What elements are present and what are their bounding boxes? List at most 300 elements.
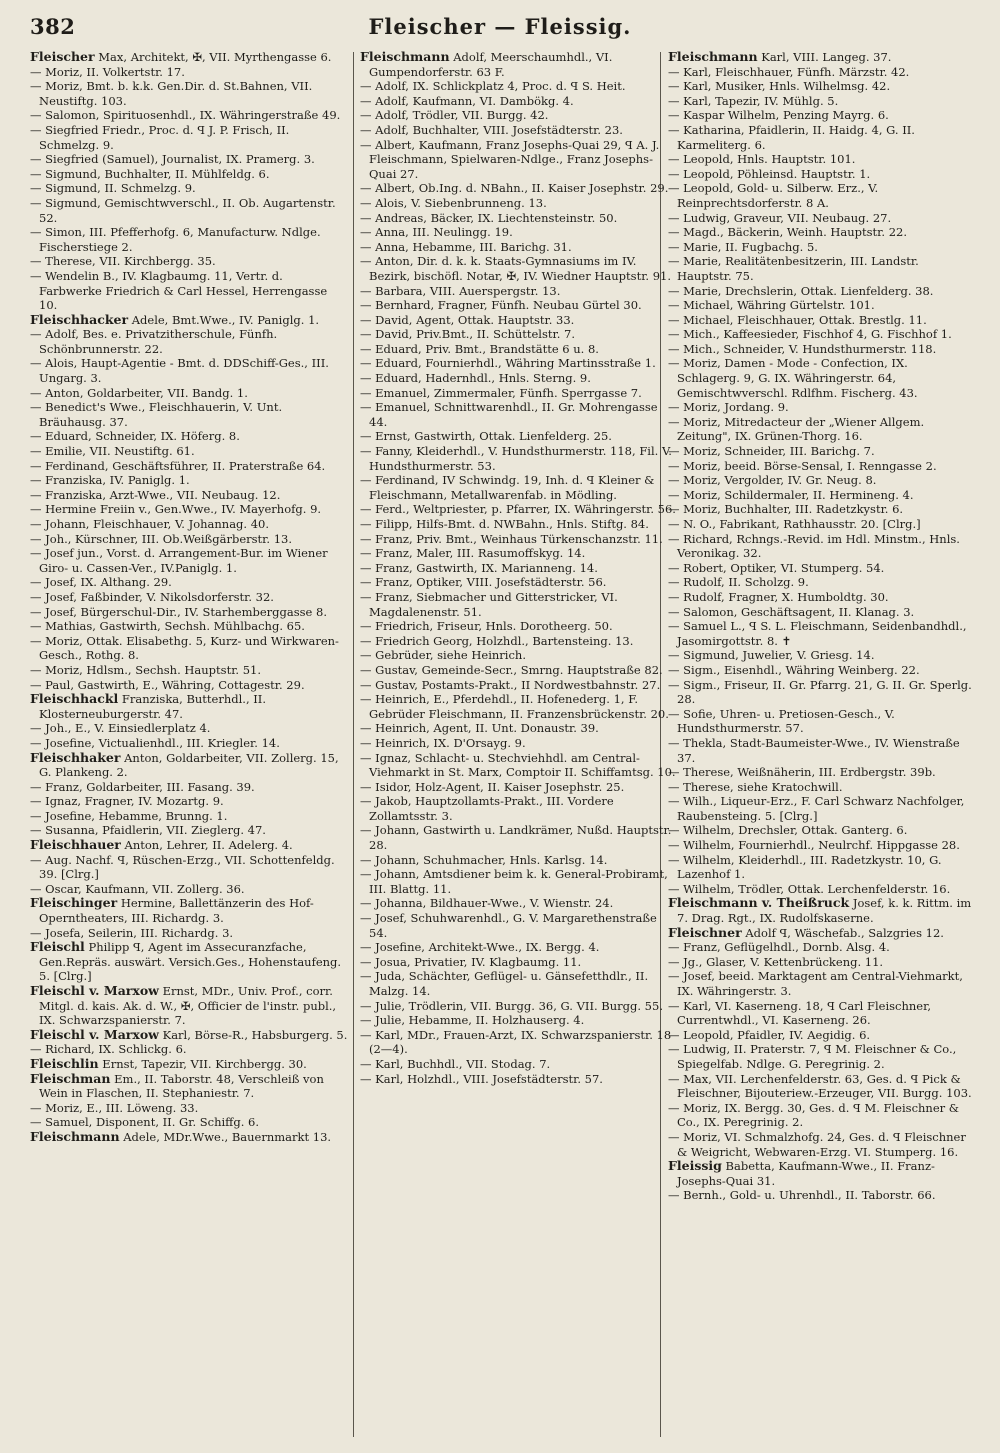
directory-entry <box>30 780 348 795</box>
surname-heading: Fleischinger <box>30 895 118 911</box>
entry-text: — Ignaz, Fragner, IV. Mozartg. 9. <box>30 794 224 809</box>
directory-entry <box>360 969 678 998</box>
entry-text: Anton, Goldarbeiter, VII. Zollerg. 15, G. Plankeng. 2. <box>39 750 339 780</box>
entry-text: — Anton, Dir. d. k. k. Staats-Gymnasiums im IV. Bezirk, bischöfl. Notar, ✠, IV. Wiedner Hauptstr. 91. <box>360 254 672 283</box>
entry-text: — Eduard, Schneider, IX. Höferg. 8. <box>30 429 240 444</box>
entry-text: Adele, MDr.Wwe., Bauernmarkt 13. <box>119 1129 332 1144</box>
directory-entry <box>30 488 348 503</box>
directory-entry <box>360 867 678 896</box>
directory-entry <box>30 196 348 225</box>
entry-text: Philipp ꟼ, Agent im Assecuranzfache, Gen.Repräs. auswärt. Versich.Ges., Hohenstaufeng. 5. [Clrg.] <box>39 940 342 984</box>
entry-text: — Fanny, Kleiderhdl., V. Hundsthurmerstr. 118, Fil. V. Hundsthurmerstr. 53. <box>360 444 672 473</box>
entry-text: — Ferdinand, Geschäftsführer, II. Praterstraße 64. <box>30 458 326 473</box>
entry-text: — Eduard, Fournierhdl., Währing Martinsstraße 1. <box>360 356 656 371</box>
directory-entry <box>360 619 678 634</box>
entry-text: — Leopold, Pöhleinsd. Hauptstr. 1. <box>668 166 871 181</box>
entry-text: — Gustav, Postamts-Prakt., II Nordwestbahnstr. 27. <box>360 677 661 692</box>
directory-entry <box>668 736 973 765</box>
surname-heading: Fleischl <box>30 939 85 955</box>
entry-text: — Johanna, Bildhauer-Wwe., V. Wienstr. 24. <box>360 896 614 911</box>
entry-text: — Alois, Haupt-Agentie - Bmt. d. DDSchiff-Ges., III. Ungarg. 3. <box>30 356 329 386</box>
entry-text: Ernst, Tapezir, VII. Kirchbergg. 30. <box>98 1056 307 1071</box>
directory-entry <box>360 517 678 532</box>
entry-text: — Wilh., Liqueur-Erz., F. Carl Schwarz Nachfolger, Raubensteing. 5. [Clrg.] <box>668 794 965 823</box>
entry-text: — Jakob, Hauptzollamts-Prakt., III. Vordere Zollamtsstr. 3. <box>360 794 614 823</box>
directory-entry <box>668 955 973 970</box>
entry-text: — Filipp, Hilfs-Bmt. d. NWBahn., Hnls. Stiftg. 84. <box>360 517 649 531</box>
entry-text: — Josef, beeid. Marktagent am Central-Viehmarkt, IX. Währingerstr. 3. <box>668 969 963 998</box>
directory-entry <box>668 298 973 313</box>
directory-entry <box>360 94 678 109</box>
directory-entry <box>360 1072 678 1087</box>
entry-text: — Anna, Hebamme, III. Barichg. 31. <box>360 239 572 254</box>
directory-entry <box>30 473 348 488</box>
entry-text: — Wilhelm, Drechsler, Ottak. Ganterg. 6. <box>668 823 908 838</box>
directory-entry <box>30 327 348 356</box>
entry-text: — Sigmund, Juwelier, V. Griesg. 14. <box>668 648 875 663</box>
surname-heading: Fleischl v. Marxow <box>30 983 159 998</box>
entry-text: — Karl, Musiker, Hnls. Wilhelmsg. 42. <box>668 79 891 94</box>
directory-entry <box>30 721 348 736</box>
directory-entry <box>360 590 678 619</box>
entry-text: — Emanuel, Schnittwarenhdl., II. Gr. Mohrengasse 44. <box>360 400 658 429</box>
surname-heading: Fleischl v. Marxow <box>30 1026 159 1042</box>
directory-entry <box>360 371 678 386</box>
directory-entry <box>668 94 973 109</box>
directory-entry <box>668 765 973 780</box>
entry-text: — Paul, Gastwirth, E., Währing, Cottagestr. 29. <box>30 677 305 692</box>
entry-text: — Marie, II. Fugbachg. 5. <box>668 239 818 254</box>
directory-entry <box>668 517 973 532</box>
directory-entry <box>360 663 678 678</box>
directory-entry <box>668 940 973 955</box>
directory-entry <box>360 400 678 429</box>
directory-entry <box>30 1028 348 1043</box>
entry-text: — Josefine, Hebamme, Brunng. 1. <box>30 808 228 823</box>
directory-entry <box>360 327 678 342</box>
entry-text: — Ernst, Gastwirth, Ottak. Lienfelderg. 25. <box>360 429 612 444</box>
directory-entry <box>30 590 348 605</box>
page-header <box>0 0 1000 48</box>
entry-text: — Leopold, Hnls. Hauptstr. 101. <box>668 152 856 167</box>
entry-text: — Andreas, Bäcker, IX. Liechtensteinstr. 50. <box>360 210 618 225</box>
directory-entry <box>668 999 973 1028</box>
directory-entry <box>30 79 348 108</box>
directory-entry <box>30 619 348 634</box>
directory-entry <box>360 313 678 328</box>
directory-entry <box>360 444 678 473</box>
entry-text: — Richard, IX. Schlickg. 6. <box>30 1042 187 1057</box>
directory-entry <box>668 342 973 357</box>
directory-entry <box>668 575 973 590</box>
directory-entry <box>360 298 678 313</box>
entry-text: — Michael, Währing Gürtelstr. 101. <box>668 298 875 313</box>
entry-text: — Julie, Hebamme, II. Holzhauserg. 4. <box>360 1013 585 1028</box>
directory-entry <box>668 167 973 182</box>
entry-text: — Moriz, Jordang. 9. <box>668 400 789 415</box>
directory-entry <box>668 327 973 342</box>
entry-text: — Robert, Optiker, VI. Stumperg. 54. <box>668 560 885 575</box>
entry-text: — Oscar, Kaufmann, VII. Zollerg. 36. <box>30 881 245 896</box>
entry-text: — Marie, Realitätenbesitzerin, III. Landstr. Hauptstr. 75. <box>668 254 919 283</box>
directory-entry <box>360 999 678 1014</box>
entry-text: — Julie, Trödlerin, VII. Burgg. 36, G. VII. Burgg. 55. <box>360 998 663 1013</box>
entry-text: Anton, Lehrer, II. Adelerg. 4. <box>120 838 293 853</box>
directory-entry <box>668 459 973 474</box>
entry-text: — Sigmund, II. Schmelzg. 9. <box>30 181 196 196</box>
directory-entry <box>668 561 973 576</box>
directory-entry <box>668 444 973 459</box>
directory-entry <box>668 79 973 94</box>
directory-entry <box>360 823 678 852</box>
directory-entry <box>360 940 678 955</box>
entry-text: — Siegfried (Samuel), Journalist, IX. Pramerg. 3. <box>30 152 315 167</box>
directory-entry <box>30 605 348 620</box>
entry-text: — Ignaz, Schlacht- u. Stechviehhdl. am Central-Viehmarkt in St. Marx, Comptoir II. Schiffamtsg. 10. <box>360 750 676 780</box>
directory-entry <box>668 473 973 488</box>
entry-text: — N. O., Fabrikant, Rathhausstr. 20. [Clrg.] <box>668 517 921 531</box>
directory-entry <box>360 911 678 940</box>
entry-text: — Ludwig, II. Praterstr. 7, ꟼ M. Fleischner & Co., Spiegelfab. Ndlge. G. Peregrinig. 2. <box>668 1042 957 1071</box>
entry-text: — Moriz, Vergolder, IV. Gr. Neug. 8. <box>668 473 877 488</box>
directory-entry <box>360 386 678 401</box>
entry-text: — Albert, Kaufmann, Franz Josephs-Quai 29, ꟼ A. J. Fleischmann, Spielwaren-Ndlge., Franz Josephs-Quai 27. <box>360 137 660 181</box>
entry-text: — David, Agent, Ottak. Hauptstr. 33. <box>360 312 575 327</box>
entry-text: — Leopold, Gold- u. Silberw. Erz., V. Reinprechtsdorferstr. 8 A. <box>668 181 879 210</box>
entry-text: — Josua, Privatier, IV. Klagbaumg. 11. <box>360 954 582 969</box>
directory-entry <box>30 167 348 182</box>
directory-entry <box>668 780 973 795</box>
entry-text: — Moriz, IX. Bergg. 30, Ges. d. ꟼ M. Fleischner & Co., IX. Peregrinig. 2. <box>668 1100 960 1130</box>
entry-text: — Benedict's Wwe., Fleischhauerin, V. Unt. Bräuhausg. 37. <box>30 400 283 429</box>
directory-entry <box>30 678 348 693</box>
directory-entry <box>30 123 348 152</box>
entry-text: — Sigm., Friseur, II. Gr. Pfarrg. 21, G. II. Gr. Sperlg. 28. <box>668 677 972 707</box>
entry-text: — Adolf, Kaufmann, VI. Dambökg. 4. <box>360 93 574 108</box>
directory-entry <box>360 692 678 721</box>
entry-text: Em., II. Taborstr. 48, Verschleiß von Wein in Flaschen, II. Stephaniestr. 7. <box>39 1071 324 1101</box>
directory-entry <box>668 882 973 897</box>
directory-entry <box>668 1072 973 1101</box>
entry-text: Adolf ꟼ, Wäschefab., Salzgries 12. <box>741 925 944 940</box>
directory-entry <box>668 605 973 620</box>
entry-text: — Ferd., Weltpriester, p. Pfarrer, IX. Währingerstr. 56. <box>360 502 676 517</box>
column-divider <box>353 52 354 1437</box>
entry-text: — Joh., E., V. Einsiedlerplatz 4. <box>30 721 211 736</box>
entry-text: — Karl, Tapezir, IV. Mühlg. 5. <box>668 93 839 108</box>
entry-text: — Sigmund, Gemischtwverschl., II. Ob. Augartenstr. 52. <box>30 195 336 225</box>
directory-entry <box>30 50 348 65</box>
entry-text: — Johann, Amtsdiener beim k. k. General-Probiramt, III. Blattg. 11. <box>360 867 668 896</box>
directory-entry <box>668 225 973 240</box>
directory-entry <box>360 1013 678 1028</box>
surname-heading: Fleischner <box>668 924 742 940</box>
column-2 <box>360 50 678 1440</box>
entry-text: — Josef jun., Vorst. d. Arrangement-Bur. im Wiener Giro- u. Cassen-Ver., IV.Paniglg. 1. <box>30 546 328 575</box>
directory-entry <box>360 211 678 226</box>
directory-entry <box>360 254 678 283</box>
entry-text: — Moriz, Hdlsm., Sechsh. Hauptstr. 51. <box>30 662 262 677</box>
entry-text: — Josef, Schuhwarenhdl., G. V. Margarethenstraße 54. <box>360 911 657 940</box>
entry-text: — Jg., Glaser, V. Kettenbrückeng. 11. <box>668 954 884 969</box>
directory-entry <box>668 400 973 415</box>
directory-entry <box>360 50 678 79</box>
entry-text: — Josefine, Victualienhdl., III. Kriegler. 14. <box>30 735 280 750</box>
surname-heading: Fleischmann <box>668 50 758 64</box>
directory-entry <box>30 517 348 532</box>
directory-entry <box>668 415 973 444</box>
entry-text: — Mathias, Gastwirth, Sechsh. Mühlbachg. 65. <box>30 619 305 634</box>
entry-text: — Josef, Faßbinder, V. Nikolsdorferstr. 32. <box>30 589 274 604</box>
directory-entry <box>360 648 678 663</box>
directory-entry <box>30 692 348 721</box>
directory-entry <box>30 926 348 941</box>
directory-entry <box>668 794 973 823</box>
entry-text: — Therese, Weißnäherin, III. Erdbergstr. 39b. <box>668 765 936 780</box>
entry-text: — Mich., Schneider, V. Hundsthurmerstr. 118. <box>668 341 937 356</box>
entry-text: — Adolf, IX. Schlickplatz 4, Proc. d. ꟼ S. Heit. <box>360 79 626 94</box>
entry-text: — Ferdinand, IV Schwindg. 19, Inh. d. ꟼ Kleiner & Fleischmann, Metallwarenfab. in Mödling. <box>360 473 655 502</box>
directory-entry <box>30 882 348 897</box>
directory-entry <box>30 838 348 853</box>
entry-text: — Franz, Optiker, VIII. Josefstädterstr. 56. <box>360 575 607 590</box>
entry-text: Babetta, Kaufmann-Wwe., II. Franz-Josephs-Quai 31. <box>677 1159 935 1188</box>
entry-text: — Adolf, Trödler, VII. Burgg. 42. <box>360 108 549 123</box>
directory-entry <box>668 926 973 941</box>
entry-text: — Ludwig, Graveur, VII. Neubaug. 27. <box>668 210 892 225</box>
entry-text: Karl, Börse-R., Habsburgerg. 5. <box>158 1027 348 1042</box>
entry-text: — Karl, Buchhdl., VII. Stodag. 7. <box>360 1056 551 1071</box>
entry-text: — Franz, Priv. Bmt., Weinhaus Türkenschanzstr. 11. <box>360 531 663 546</box>
entry-text: — Mich., Kaffeesieder, Fischhof 4, G. Fischhof 1. <box>668 327 952 342</box>
entry-text: — Franz, Siebmacher und Gitterstricker, VI. Magdalenenstr. 51. <box>360 589 618 619</box>
entry-text: — Moriz, E., III. Löweng. 33. <box>30 1100 199 1115</box>
directory-entry <box>30 1115 348 1130</box>
directory-entry <box>360 1028 678 1057</box>
entry-text: — Juda, Schächter, Geflügel- u. Gänsefetthdlr., II. Malzg. 14. <box>360 969 649 998</box>
directory-entry <box>30 65 348 80</box>
directory-entry <box>668 123 973 152</box>
directory-entry <box>30 152 348 167</box>
directory-entry <box>360 502 678 517</box>
directory-entry <box>30 1042 348 1057</box>
entry-text: — Kaspar Wilhelm, Penzing Mayrg. 6. <box>668 108 889 123</box>
surname-heading: Fleischmann v. Theißruck <box>668 895 850 911</box>
entry-text: — Wilhelm, Trödler, Ottak. Lerchenfelderstr. 16. <box>668 881 951 896</box>
entry-text: — Thekla, Stadt-Baumeister-Wwe., IV. Wienstraße 37. <box>668 735 960 765</box>
directory-entry <box>668 1188 973 1203</box>
entry-text: — Franz, Goldarbeiter, III. Fasang. 39. <box>30 779 255 794</box>
entry-text: — Sigm., Eisenhdl., Währing Weinberg. 22. <box>668 662 920 677</box>
entry-text: — Therese, siehe Kratochwill. <box>668 779 843 794</box>
directory-entry <box>668 853 973 882</box>
directory-entry <box>360 780 678 795</box>
entry-text: — Anton, Goldarbeiter, VII. Bandg. 1. <box>30 385 248 400</box>
directory-entry <box>668 502 973 517</box>
entry-text: — Karl, MDr., Frauen-Arzt, IX. Schwarzspanierstr. 18 (2—4). <box>360 1027 672 1057</box>
entry-text: — Franz, Maler, III. Rasumoffskyg. 14. <box>360 546 586 561</box>
entry-text: — Moriz, Bmt. b. k.k. Gen.Dir. d. St.Bahnen, VII. Neustiftg. 103. <box>30 79 313 108</box>
directory-entry <box>360 138 678 182</box>
entry-text: — Max, VII. Lerchenfelderstr. 63, Ges. d. ꟼ Pick & Fleischner, Bijouteriew.-Erzeuger, VII. Burgg. 103. <box>668 1071 972 1101</box>
entry-text: — Karl, Fleischhauer, Fünfh. Märzstr. 42. <box>668 64 910 79</box>
entry-text: — Sofie, Uhren- u. Pretiosen-Gesch., V. Hundsthurmerstr. 57. <box>668 706 895 736</box>
directory-entry <box>668 896 973 925</box>
surname-heading: Fleischhackl <box>30 691 119 707</box>
entry-text: — Gebrüder, siehe Heinrich. <box>360 648 526 663</box>
entry-text: — Heinrich, IX. D'Orsayg. 9. <box>360 735 526 750</box>
entry-text: — Rudolf, II. Scholzg. 9. <box>668 575 809 590</box>
entry-text: — Josefa, Seilerin, III. Richardg. 3. <box>30 925 234 940</box>
directory-entry <box>30 823 348 838</box>
entry-text: — Moriz, VI. Schmalzhofg. 24, Ges. d. ꟼ Fleischner & Weigricht, Webwaren-Erzg. VI. Stumperg. 16. <box>668 1129 966 1159</box>
directory-entry <box>30 356 348 385</box>
surname-heading: Fleischlin <box>30 1055 99 1071</box>
surname-heading: Fleischhauer <box>30 837 121 853</box>
directory-entry <box>360 721 678 736</box>
directory-entry <box>360 196 678 211</box>
directory-entry <box>30 181 348 196</box>
surname-heading: Fleischhaker <box>30 749 121 765</box>
directory-entry <box>668 211 973 226</box>
entry-text: Franziska, Butterhdl., II. Klosterneuburgerstr. 47. <box>39 692 267 721</box>
entry-text: — Franziska, IV. Paniglg. 1. <box>30 473 190 488</box>
directory-entry <box>360 225 678 240</box>
entry-text: — David, Priv.Bmt., II. Schüttelstr. 7. <box>360 327 576 342</box>
directory-entry <box>668 108 973 123</box>
entry-text: — Albert, Ob.Ing. d. NBahn., II. Kaiser Josephstr. 29. <box>360 181 669 196</box>
directory-entry <box>30 225 348 254</box>
directory-entry <box>30 1101 348 1116</box>
entry-text: Ernst, MDr., Univ. Prof., corr. Mitgl. d. kais. Ak. d. W., ✠, Officier de l'instr. publ., IX. Schwarzspanierstr. 7. <box>39 984 337 1028</box>
entry-text: — Adolf, Buchhalter, VIII. Josefstädterstr. 23. <box>360 122 623 137</box>
directory-entry <box>668 65 973 80</box>
directory-entry <box>668 590 973 605</box>
directory-entry <box>668 181 973 210</box>
directory-entry <box>668 838 973 853</box>
directory-entry <box>668 1028 973 1043</box>
entry-text: — Moriz, Damen - Mode - Confection, IX. Schlagerg. 9, G. IX. Währingerstr. 64, Gemischtwverschl. Rdlfhm. Fischerg. 43. <box>668 356 918 400</box>
entry-text: — Moriz, Mitredacteur der „Wiener Allgem. Zeitung", IX. Grünen-Thorg. 16. <box>668 414 925 444</box>
directory-entry <box>30 313 348 328</box>
directory-entry <box>360 546 678 561</box>
entry-text: Hermine, Ballettänzerin des Hof-Operntheaters, III. Richardg. 3. <box>39 896 314 926</box>
entry-text: — Josef, Bürgerschul-Dir., IV. Starhemberggasse 8. <box>30 604 327 619</box>
directory-entry <box>668 356 973 400</box>
entry-text: — Heinrich, Agent, II. Unt. Donaustr. 39. <box>360 721 599 736</box>
directory-entry <box>360 634 678 649</box>
directory-entry <box>360 896 678 911</box>
entry-text: — Bernhard, Fragner, Fünfh. Neubau Gürtel 30. <box>360 298 642 313</box>
entry-text: — Siegfried Friedr., Proc. d. ꟼ J. P. Frisch, II. Schmelzg. 9. <box>30 122 290 152</box>
directory-entry <box>668 1101 973 1130</box>
directory-entry <box>30 794 348 809</box>
entry-text: — Franziska, Arzt-Wwe., VII. Neubaug. 12. <box>30 487 281 502</box>
directory-entry <box>668 678 973 707</box>
directory-entry <box>668 240 973 255</box>
entry-text: — Isidor, Holz-Agent, II. Kaiser Josephstr. 25. <box>360 779 625 794</box>
directory-entry <box>30 429 348 444</box>
directory-entry <box>360 181 678 196</box>
directory-entry <box>360 678 678 693</box>
directory-entry <box>668 532 973 561</box>
entry-text: — Samuel L., ꟼ S. L. Fleischmann, Seidenbandhdl., Jasomirgottstr. 8. ✝ <box>668 619 967 648</box>
directory-entry <box>30 254 348 269</box>
entry-text: — Moriz, II. Volkertstr. 17. <box>30 64 185 79</box>
entry-text: — Karl, Holzhdl., VIII. Josefstädterstr. 57. <box>360 1071 603 1086</box>
directory-entry <box>668 254 973 283</box>
entry-text: — Moriz, Schneider, III. Barichg. 7. <box>668 444 875 459</box>
directory-entry <box>360 123 678 138</box>
directory-entry <box>30 386 348 401</box>
directory-entry <box>30 269 348 313</box>
entry-text: — Adolf, Bes. e. Privatzitherschule, Fünfh. Schönbrunnerstr. 22. <box>30 327 278 356</box>
entry-text: — Josefine, Architekt-Wwe., IX. Bergg. 4. <box>360 940 600 955</box>
directory-entry <box>30 1072 348 1101</box>
directory-entry <box>360 240 678 255</box>
directory-entry <box>668 313 973 328</box>
directory-entry <box>668 1130 973 1159</box>
directory-entry <box>30 459 348 474</box>
column-3 <box>668 50 973 1440</box>
directory-entry <box>360 429 678 444</box>
entry-text: — Susanna, Pfaidlerin, VII. Zieglerg. 47. <box>30 823 266 838</box>
entry-text: — Aug. Nachf. ꟼ, Rüschen-Erzg., VII. Schottenfeldg. 39. [Clrg.] <box>30 852 335 882</box>
entry-text: — Salomon, Spirituosenhdl., IX. Währingerstraße 49. <box>30 108 341 123</box>
entry-text: — Therese, VII. Kirchbergg. 35. <box>30 254 216 269</box>
directory-entry <box>360 79 678 94</box>
entry-text: — Rudolf, Fragner, X. Humboldtg. 30. <box>668 589 889 604</box>
directory-entry <box>360 853 678 868</box>
directory-entry <box>668 707 973 736</box>
entry-text: — Marie, Drechslerin, Ottak. Lienfelderg. 38. <box>668 283 934 298</box>
directory-entry <box>30 940 348 984</box>
entry-text: — Moriz, Ottak. Elisabethg. 5, Kurz- und Wirkwaren-Gesch., Rothg. 8. <box>30 633 339 663</box>
entry-text: Max, Architekt, ✠, VII. Myrthengasse 6. <box>94 50 332 64</box>
column-1 <box>30 50 348 1440</box>
entry-text: — Barbara, VIII. Auerspergstr. 13. <box>360 283 561 298</box>
directory-entry <box>668 648 973 663</box>
entry-text: — Franz, Gastwirth, IX. Marianneng. 14. <box>360 560 598 575</box>
directory-entry <box>30 400 348 429</box>
directory-entry <box>360 955 678 970</box>
entry-text: — Magd., Bäckerin, Weinh. Hauptstr. 22. <box>668 225 908 240</box>
entry-text: — Johann, Gastwirth u. Landkrämer, Nußd. Hauptstr. 28. <box>360 823 672 853</box>
directory-entry <box>30 444 348 459</box>
directory-entry <box>668 1042 973 1071</box>
entry-text: — Emanuel, Zimmermaler, Fünfh. Sperrgasse 7. <box>360 385 642 400</box>
entry-text: — Bernh., Gold- u. Uhrenhdl., II. Taborstr. 66. <box>668 1188 936 1203</box>
entry-text: — Heinrich, E., Pferdehdl., II. Hofenederg. 1, F. Gebrüder Fleischmann, II. Franzensbrückenstr. 20. <box>360 692 669 721</box>
directory-entry <box>30 634 348 663</box>
entry-text: — Sigmund, Buchhalter, II. Mühlfeldg. 6. <box>30 166 270 181</box>
directory-entry <box>30 532 348 547</box>
directory-entry <box>668 663 973 678</box>
entry-text: — Wilhelm, Kleiderhdl., III. Radetzkystr. 10, G. Lazenhof 1. <box>668 852 942 882</box>
directory-entry <box>668 1159 973 1188</box>
entry-text: — Moriz, beeid. Börse-Sensal, I. Renngasse 2. <box>668 458 937 473</box>
surname-heading: Fleissig <box>668 1158 722 1174</box>
directory-entry <box>30 108 348 123</box>
directory-entry <box>30 575 348 590</box>
directory-entry <box>30 984 348 1028</box>
entry-text: — Wilhelm, Fournierhdl., Neulrchf. Hippgasse 28. <box>668 838 960 853</box>
directory-entry <box>668 969 973 998</box>
directory-entry <box>360 532 678 547</box>
entry-text: — Friedrich Georg, Holzhdl., Bartensteing. 13. <box>360 633 634 648</box>
entry-text: — Michael, Fleischhauer, Ottak. Brestlg. 11. <box>668 312 927 327</box>
entry-text: — Josef, IX. Althang. 29. <box>30 575 172 590</box>
